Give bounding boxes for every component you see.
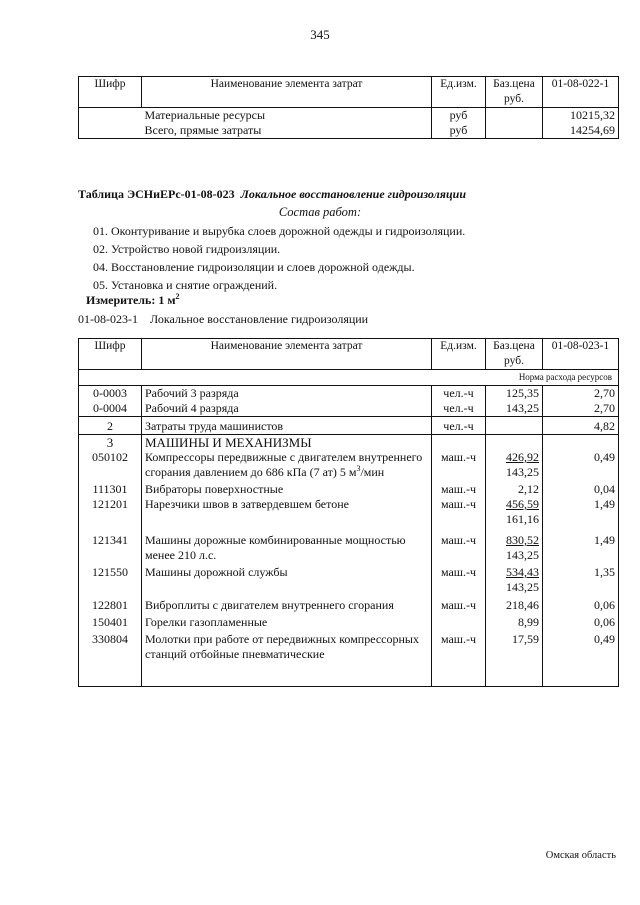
meter-label: Измеритель: 1 м <box>86 293 176 307</box>
row-code: 150401 <box>79 613 142 630</box>
row-price-cell <box>486 497 543 527</box>
row-price: 218,46 <box>486 595 543 613</box>
row-value: 4,82 <box>543 417 619 435</box>
row-price <box>486 417 543 435</box>
col-name-header: Наименование элемента затрат <box>142 77 432 108</box>
row-price-secondary: 143,25 <box>506 548 539 562</box>
col-norm-header: 01-08-023-1 <box>543 339 619 370</box>
row-value: 0,49 <box>543 630 619 686</box>
row-name: Машины дорожной службы <box>142 563 432 595</box>
table-row <box>79 497 619 527</box>
row-code: 121341 <box>79 527 142 563</box>
row-value: 2,70 <box>543 401 619 417</box>
row-name-sup: 3 <box>356 464 361 473</box>
row-code: 2 <box>79 417 142 435</box>
table-title <box>78 187 466 202</box>
table-row <box>79 527 619 563</box>
row-price: 143,25 <box>486 401 543 417</box>
row-name: Нарезчики швов в затвердевшем бетоне <box>142 497 432 527</box>
table-row <box>79 480 619 497</box>
table-row <box>79 386 619 402</box>
row-code: 122801 <box>79 595 142 613</box>
list-item: 02. Устройство новой гидроизляции. <box>93 242 281 256</box>
row-unit <box>432 613 486 630</box>
row-name: Рабочий 4 разряда <box>142 401 432 417</box>
row-price: 2,12 <box>486 480 543 497</box>
row-value: 2,70 <box>543 386 619 402</box>
row-value: 1,49 <box>543 527 619 563</box>
col-code-header: Шифр <box>79 339 142 370</box>
row-name: Виброплиты с двигателем внутреннего сгорания <box>142 595 432 613</box>
row-name-text: Компрессоры передвижные с двигателем внутреннего сгорания давлением до 686 кПа (7 ат) 5 м <box>145 450 423 479</box>
list-item: 01. Оконтуривание и вырубка слоев дорожной одежды и гидроизоляции. <box>93 224 466 238</box>
subtitle-name: Локальное восстановление гидроизоляции <box>150 312 369 326</box>
table-row <box>79 417 619 435</box>
row-unit: маш.-ч <box>432 450 486 480</box>
table-title-name: Локальное восстановление гидроизоляции <box>240 187 466 201</box>
row-unit: чел.-ч <box>432 401 486 417</box>
row-unit: маш.-ч <box>432 595 486 613</box>
col-price-header: Баз.цена руб. <box>486 339 543 370</box>
row-code: 121550 <box>79 563 142 595</box>
page-number: 345 <box>310 27 330 42</box>
footer-region: Омская область <box>545 850 616 861</box>
col-price-header: Баз.цена руб. <box>486 77 543 108</box>
row-value: 1,35 <box>543 563 619 595</box>
col-code-header: Шифр <box>79 77 142 108</box>
meter <box>86 293 180 308</box>
table-row <box>79 613 619 630</box>
col-unit-header: Ед.изм. <box>432 339 486 370</box>
row-unit: чел.-ч <box>432 417 486 435</box>
table-row <box>79 630 619 686</box>
col-unit-header: Ед.изм. <box>432 77 486 108</box>
resource-table <box>78 338 619 687</box>
row-price-secondary: 143,25 <box>506 465 539 479</box>
table-title-code: Таблица ЭСНиЕРс-01-08-023 <box>78 187 235 201</box>
row-value: 0,06 <box>543 595 619 613</box>
row-price: 830,52 <box>506 533 539 547</box>
row-price: 456,59 <box>506 497 539 511</box>
subtitle-code: 01-08-023-1 <box>78 312 138 326</box>
row-name: Материальные ресурсы <box>144 108 266 122</box>
row-unit: руб <box>432 108 486 124</box>
row-code: 111301 <box>79 480 142 497</box>
row-code: 121201 <box>79 497 142 527</box>
row-code: 0-0003 <box>79 386 142 402</box>
norm-label: Норма расхода ресурсов <box>79 370 619 386</box>
row-code: 0-0004 <box>79 401 142 417</box>
row-unit: маш.-ч <box>432 527 486 563</box>
row-unit: маш.-ч <box>432 563 486 595</box>
row-value: 10215,32 <box>543 108 619 124</box>
table-row <box>79 435 619 451</box>
row-name <box>142 450 432 480</box>
section-heading: МАШИНЫ И МЕХАНИЗМЫ <box>142 435 432 451</box>
row-name: Вибраторы поверхностные <box>142 480 432 497</box>
subtitle <box>78 312 368 327</box>
row-code: 330804 <box>79 630 142 686</box>
row-name: Рабочий 3 разряда <box>142 386 432 402</box>
row-price: 534,43 <box>506 565 539 579</box>
list-item: 04. Восстановление гидроизоляции и слоев дорожной одежды. <box>93 260 415 274</box>
table-row <box>79 123 619 139</box>
row-name-end: /мин <box>360 465 385 479</box>
row-name: Всего, прямые затраты <box>142 123 432 139</box>
row-unit: маш.-ч <box>432 630 486 686</box>
list-item: 05. Установка и снятие ограждений. <box>93 278 278 292</box>
row-name: Горелки газопламенные <box>142 613 432 630</box>
table-row <box>79 401 619 417</box>
row-price-cell <box>486 450 543 480</box>
row-unit: чел.-ч <box>432 386 486 402</box>
row-unit: маш.-ч <box>432 497 486 527</box>
row-unit: руб <box>432 123 486 139</box>
row-price: 8,99 <box>486 613 543 630</box>
row-unit: маш.-ч <box>432 480 486 497</box>
row-price-cell <box>486 527 543 563</box>
row-price: 125,35 <box>486 386 543 402</box>
row-price-secondary: 161,16 <box>506 512 539 526</box>
table-row <box>79 450 619 480</box>
row-price-secondary: 143,25 <box>506 580 539 594</box>
col-name-header: Наименование элемента затрат <box>142 339 432 370</box>
work-list <box>93 222 465 294</box>
table-row <box>79 563 619 595</box>
row-value: 1,49 <box>543 497 619 527</box>
row-value: 14254,69 <box>543 123 619 139</box>
row-value: 0,04 <box>543 480 619 497</box>
col-norm-header: 01-08-022-1 <box>543 77 619 108</box>
cost-table-top <box>78 76 619 139</box>
table-row <box>79 595 619 613</box>
meter-power: 2 <box>175 292 180 301</box>
row-price-cell <box>486 563 543 595</box>
row-code: 3 <box>79 435 142 451</box>
composition-label: Состав работ: <box>278 205 362 219</box>
row-name: Молотки при работе от передвижных компрессорных станций отбойные пневматические <box>142 630 432 686</box>
row-price: 17,59 <box>486 630 543 686</box>
row-name: Машины дорожные комбинированные мощностью менее 210 л.с. <box>142 527 432 563</box>
row-price: 426,92 <box>506 450 539 464</box>
row-code: 050102 <box>79 450 142 480</box>
table-row <box>79 108 619 124</box>
row-value: 0,49 <box>543 450 619 480</box>
row-value: 0,06 <box>543 613 619 630</box>
row-name: Затраты труда машинистов <box>142 417 432 435</box>
